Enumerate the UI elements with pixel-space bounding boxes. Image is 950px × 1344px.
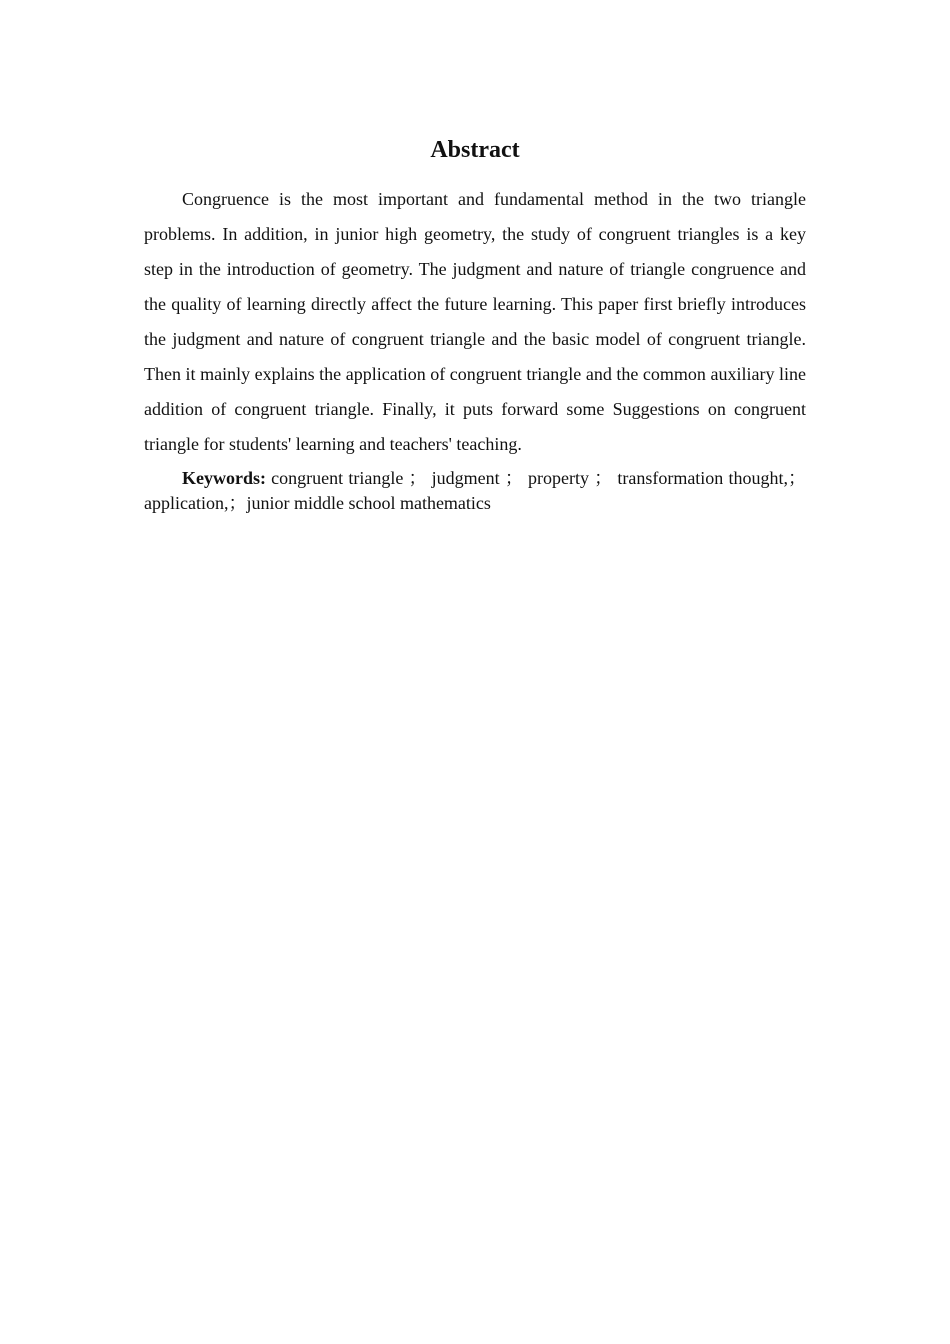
abstract-page [144, 132, 806, 516]
abstract-title: Abstract [430, 137, 520, 163]
abstract-paragraph: Congruence is the most important and fundamental method in the two triangle problems. In addition, in junior high geometry, the study of congruent triangles is a key step in the introduction of geometry. The judgment and nature of triangle congruence and the quality of learning directly affect the future learning. This paper first briefly introduces the judgment and nature of congruent triangle and the basic model of congruent triangle. Then it mainly explains the application of congruent triangle and the common auxiliary line addition of congruent triangle. Finally, it puts forward some Suggestions on congruent triangle for students' learning and teachers' teaching. [144, 189, 806, 454]
keywords-label: Keywords: [182, 468, 266, 488]
keywords-paragraph [144, 466, 806, 516]
keywords-list: congruent triangle ； judgment ； property ； transformation thought,；application,；junior middle school mathematics [144, 468, 806, 513]
